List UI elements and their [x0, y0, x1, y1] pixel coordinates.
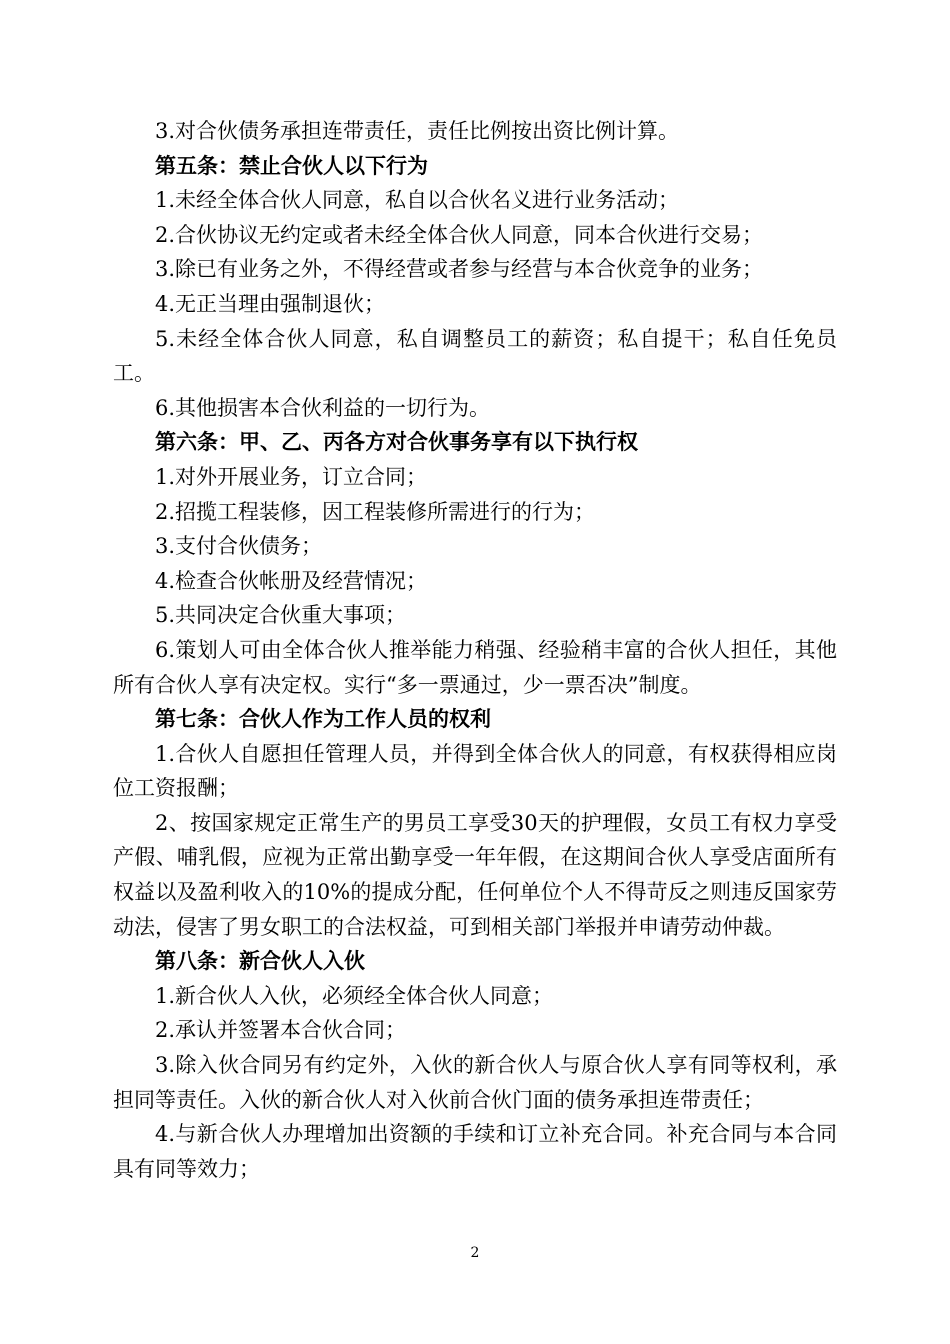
document-body — [113, 114, 837, 1186]
page-number: 2 — [470, 1245, 480, 1261]
article-5-heading: 第五条：禁止合伙人以下行为 — [155, 153, 428, 178]
clause-item: 6.其他损害本合伙利益的一切行为。 — [155, 395, 491, 420]
clause-item: 3.除已有业务之外，不得经营或者参与经营与本合伙竞争的业务； — [155, 257, 764, 282]
clause-item: 3.支付合伙债务； — [155, 534, 323, 559]
clause-item: 3.除入伙合同另有约定外，入伙的新合伙人与原合伙人享有同等权利，承担同等责任。入伙的新合伙人对入伙前合伙门面的债务承担连带责任； — [113, 1053, 837, 1112]
clause-item: 4.与新合伙人办理增加出资额的手续和订立补充合同。补充合同与本合同具有同等效力； — [113, 1122, 837, 1181]
clause-item: 6.策划人可由全体合伙人推举能力稍强、经验稍丰富的合伙人担任，其他所有合伙人享有决定权。实行“多一票通过，少一票否决”制度。 — [113, 637, 837, 697]
article-6-heading: 第六条：甲、乙、丙各方对合伙事务享有以下执行权 — [155, 430, 638, 455]
article-8-heading: 第八条：新合伙人入伙 — [155, 949, 365, 974]
clause-item: 2.合伙协议无约定或者未经全体合伙人同意，同本合伙进行交易； — [155, 222, 764, 247]
clause-item: 4.无正当理由强制退伙； — [155, 291, 386, 316]
article-7-heading: 第七条：合伙人作为工作人员的权利 — [155, 707, 491, 732]
clause-item: 5.共同决定合伙重大事项； — [155, 603, 407, 628]
clause-item: 2.承认并签署本合伙合同； — [155, 1018, 407, 1043]
clause-item: 2、按国家规定正常生产的男员工享受30天的护理假，女员工有权力享受产假、哺乳假，应视为正常出勤享受一年年假，在这期间合伙人享受店面所有权益以及盈利收入的10%的提成分配，任何单位个人不得苛反之则违反国家劳动法，侵害了男女职工的合法权益，可到相关部门举报并申请劳动仲裁。 — [113, 810, 837, 939]
clause-item: 5.未经全体合伙人同意，私自调整员工的薪资；私自提干；私自任免员工。 — [113, 326, 837, 386]
clause-item: 1.对外开展业务，订立合同； — [155, 464, 428, 489]
clause-item: 4.检查合伙帐册及经营情况； — [155, 568, 428, 593]
clause-item: 1.合伙人自愿担任管理人员，并得到全体合伙人的同意，有权获得相应岗位工资报酬； — [113, 741, 837, 801]
clause-item: 1.新合伙人入伙，必须经全体合伙人同意； — [155, 983, 554, 1008]
clause-item: 1.未经全体合伙人同意，私自以合伙名义进行业务活动； — [155, 188, 680, 213]
clause-item: 3.对合伙债务承担连带责任，责任比例按出资比例计算。 — [155, 119, 680, 143]
clause-item: 2.招揽工程装修，因工程装修所需进行的行为； — [155, 499, 596, 524]
